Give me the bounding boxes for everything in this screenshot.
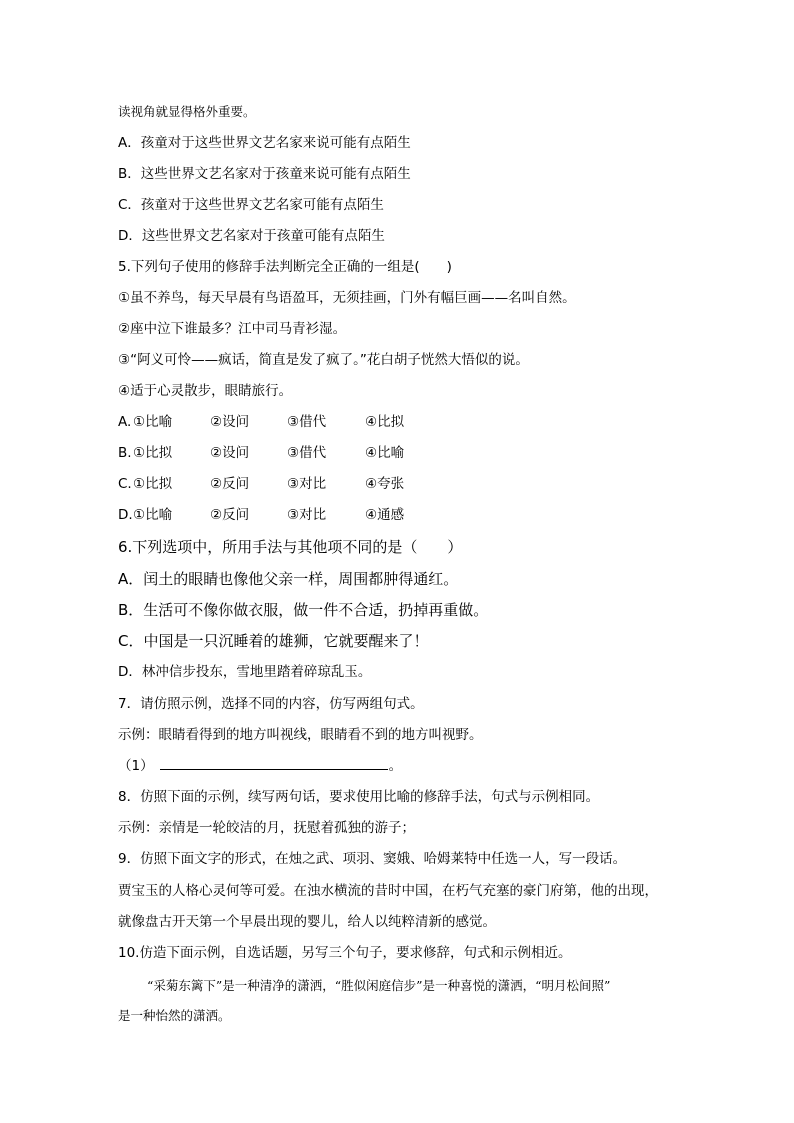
q9-passage-line-2: 就像盘古开天第一个早晨出现的婴儿，给人以纯粹清新的感觉。 <box>118 914 496 930</box>
question-9: 9．仿照下面文字的形式，在烛之武、项羽、窦娥、哈姆莱特中任选一人，写一段话。 <box>118 851 627 867</box>
question-6: 6.下列选项中，所用手法与其他项不同的是（ ） <box>118 538 463 556</box>
q10-example-line-1: “采菊东篱下”是一种清净的潇洒，“胜似闲庭信步”是一种喜悦的潇洒，“明月松间照” <box>147 978 611 993</box>
question-7: 7．请仿照示例，选择不同的内容，仿写两组句式。 <box>118 696 424 712</box>
option-item: ④比拟 <box>365 414 405 430</box>
option-item: ②反问 <box>210 507 250 523</box>
option-item: ④夸张 <box>365 476 405 492</box>
q5-option-a <box>118 416 418 432</box>
q6-option-a: A．闰土的眼睛也像他父亲一样，周围都肿得通红。 <box>118 570 459 588</box>
option-item: ①比喻 <box>133 414 173 430</box>
blank-prefix: （1） <box>118 758 154 774</box>
q10-example-line-2: 是一种怡然的潇洒。 <box>118 1008 231 1023</box>
q4-option-a: A．孩童对于这些世界文艺名家来说可能有点陌生 <box>118 135 411 151</box>
q7-answer-line-1 <box>118 760 402 774</box>
q6-option-c: C．中国是一只沉睡着的雄狮，它就要醒来了！ <box>118 632 429 650</box>
option-item: ①比拟 <box>133 445 173 461</box>
q6-option-d: D．林冲信步投东，雪地里踏着碎琼乱玉。 <box>118 664 372 680</box>
paragraph-continuation: 读视角就显得格外重要。 <box>118 104 256 119</box>
q6-option-b: B．生活可不像你做衣服，做一件不合适，扔掉再重做。 <box>118 601 489 619</box>
option-label: B. <box>118 445 132 461</box>
option-item: ③借代 <box>287 414 327 430</box>
q5-option-d <box>118 509 418 525</box>
q7-example: 示例：眼睛看得到的地方叫视线，眼睛看不到的地方叫视野。 <box>118 727 483 743</box>
option-item: ③对比 <box>287 507 327 523</box>
q9-passage-line-1: 贾宝玉的人格心灵何等可爱。在浊水横流的昔时中国，在朽气充塞的豪门府第，他的出现， <box>118 883 658 899</box>
q4-option-c: C．孩童对于这些世界文艺名家可能有点陌生 <box>118 197 384 213</box>
question-5: 5.下列句子使用的修辞手法判断完全正确的一组是( ) <box>118 259 452 275</box>
q4-option-d: D．这些世界文艺名家对于孩童可能有点陌生 <box>118 228 385 244</box>
option-item: ③借代 <box>287 445 327 461</box>
question-10: 10.仿造下面示例，自选话题，另写三个句子，要求修辞，句式和示例相近。 <box>118 945 572 961</box>
option-item: ②反问 <box>210 476 250 492</box>
answer-blank[interactable] <box>160 768 388 770</box>
q5-option-c <box>118 478 418 494</box>
option-item: ②设问 <box>210 414 250 430</box>
option-item: ②设问 <box>210 445 250 461</box>
option-item: ①比拟 <box>133 476 173 492</box>
option-label: D. <box>118 507 133 523</box>
q8-example: 示例：亲情是一轮皎洁的月，抚慰着孤独的游子； <box>118 820 415 836</box>
option-label: A. <box>118 414 132 430</box>
option-item: ③对比 <box>287 476 327 492</box>
option-item: ④比喻 <box>365 445 405 461</box>
q5-sentence-2: ②座中泣下谁最多？江中司马青衫湿。 <box>118 321 347 337</box>
option-item: ①比喻 <box>133 507 173 523</box>
q5-sentence-3: ③“阿义可怜——疯话，简直是发了疯了。”花白胡子恍然大悟似的说。 <box>118 352 529 368</box>
option-label: C. <box>118 476 132 492</box>
q5-option-b <box>118 447 418 463</box>
blank-suffix: 。 <box>388 758 403 774</box>
question-8: 8．仿照下面的示例，续写两句话，要求使用比喻的修辞手法，句式与示例相同。 <box>118 789 600 805</box>
q5-sentence-1: ①虽不养鸟，每天早晨有鸟语盈耳，无须挂画，门外有幅巨画——名叫自然。 <box>118 290 576 306</box>
option-item: ④通感 <box>365 507 405 523</box>
q4-option-b: B．这些世界文艺名家对于孩童来说可能有点陌生 <box>118 166 411 182</box>
q5-sentence-4: ④适于心灵散步，眼睛旅行。 <box>118 383 293 399</box>
